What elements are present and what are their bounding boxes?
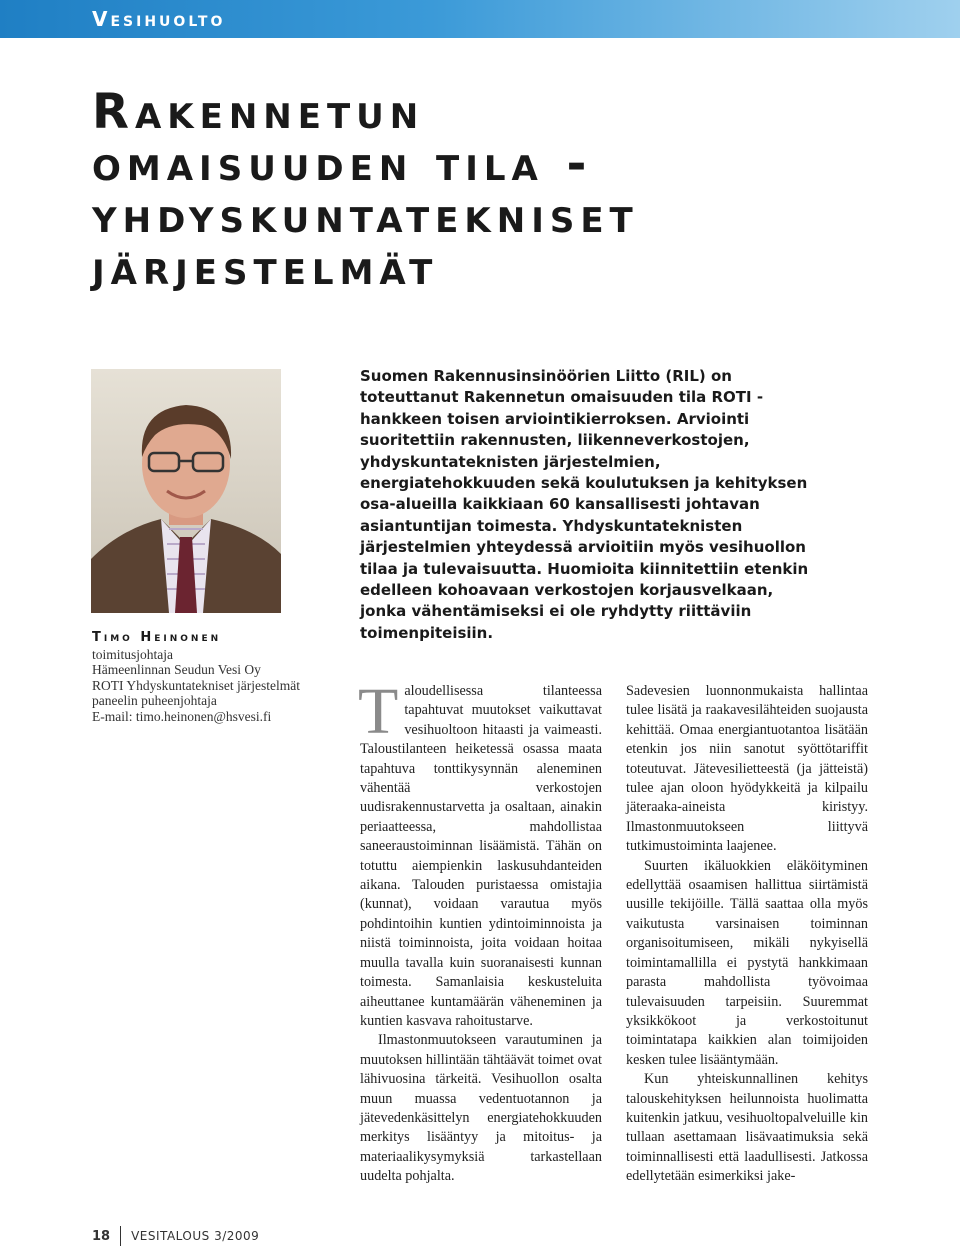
footer-divider: [120, 1226, 121, 1246]
author-info: [92, 630, 352, 724]
author-company: Hämeenlinnan Seudun Vesi Oy: [92, 662, 261, 677]
section-label: Vesihuolto: [92, 7, 226, 31]
author-email: E-mail: timo.heinonen@hsvesi.fi: [92, 708, 272, 724]
portrait-illustration: [91, 369, 281, 613]
title-line-4: järjestelmät: [92, 240, 439, 296]
section-header-band: [0, 0, 960, 38]
drop-cap: T: [358, 675, 399, 748]
paragraph-text: aloudellisessa tilanteessa tapahtuvat muutokset vaikuttavat vesihuoltoon hitaasti ja vaimeasti. Taloustilanteen heiketessä osassa maata tapahtuva tonttikysynnän aleneminen vähentää verkostojen uudisrakennustarvetta ja osaltaan, ainakin periaatteessa, mahdollistaa saneeraustoiminnan lisäämistä. Tähän on totuttu aiempienkin laskusuhdanteiden aikana. Talouden puristaessa omistajia (kunnat), voidaan varautua myös pohdintoihin kuntien ydintoiminnoista ja niistä toiminnoista, joita voidaan hoitaa muulla tavalla kuin suoranaisesti kunnan toimesta. Samanlaisia keskusteluita aiheuttanee kuntamäärän väheneminen ja kuntien kasvava rahoitustarve.: [360, 683, 602, 1029]
page-footer: [92, 1224, 259, 1248]
body-paragraph: Kun yhteiskunnallinen kehitys talouskehityksen heilunnoista huolimatta kuitenkin jatkuu, vesihuoltopalveluille kin tullaan asettamaan lisävaatimuksia sekä toiminnallisesti että laadullisesti. Jatkossa edellytetään esimerkiksi jake-: [626, 1071, 868, 1185]
body-column-2: [626, 682, 868, 1187]
author-panel-role: paneelin puheenjohtaja: [92, 693, 217, 708]
body-paragraph: [358, 675, 602, 1031]
body-column-1: [358, 675, 602, 1187]
author-portrait: [91, 369, 281, 613]
author-panel: ROTI Yhdyskuntatekniset järjestelmät: [92, 677, 300, 693]
title-line-3: yhdyskuntatekniset: [92, 188, 639, 244]
article-title: [92, 86, 932, 294]
title-line-2: omaisuuden tila -: [92, 136, 593, 192]
magazine-issue: VESITALOUS 3/2009: [131, 1229, 260, 1243]
body-paragraph: Suurten ikäluokkien eläköityminen edellyttää osaamisen hallittua siirtämistä uusille tekijöille. Tällä saattaa olla myös vaikutusta varsinaisen toiminnan organisoitumiseen, mikäli nykyisellä toimintamallilla ei pystytä hankkimaan parasta mahdollista työvoimaa tulevaisuuden tarpeisiin. Suuremmat yksikkökoot ja verkostoitunut toimintatapa kaikkien alan toimijoiden kesken tulee lisääntymään.: [626, 857, 868, 1068]
page-number: 18: [92, 1228, 111, 1244]
title-line-1: Rakennetun: [92, 84, 425, 140]
lead-paragraph: Suomen Rakennusinsinöörien Liitto (RIL) on toteuttanut Rakennetun omaisuuden tila ROTI -hankkeen toisen arviointikierroksen. Arviointi suoritettiin rakennusten, liikenneverkostojen, yhdyskuntateknisten järjestelmien, energiatehokkuuden sekä koulutuksen ja kehityksen osa-alueilla kaikkiaan 60 kansallisesti johtavan asiantuntijan toimesta. Yhdyskuntateknisten järjestelmien yhteydessä arvioitiin myös vesihuollon tilaa ja tulevaisuutta. Huomioita kiinnitettiin etenkin edelleen kohoavaan verkostojen korjausvelkaan, jonka vähentämiseksi ei ole ryhdytty riittäviin toimenpiteisiin.: [360, 367, 809, 642]
body-paragraph: Ilmastonmuutokseen varautuminen ja muutoksen hillintään tähtäävät toimet ovat lähivuosina tärkeitä. Vesihuollon osalta muun muassa vedentuotannon ja jätevedenkäsittelyn energiatehokkuuden merkitys lisääntyy ja mitoitus- ja materiaalikysymyksiä tarkastellaan uudelta pohjalta.: [360, 1032, 602, 1185]
author-name: Timo Heinonen: [92, 630, 222, 645]
author-role: toimitusjohtaja: [92, 646, 173, 662]
body-paragraph: Sadevesien luonnonmukaista hallintaa tulee lisätä ja raakavesilähteiden suojausta kehittää. Omaa energiantuotantoa lisätään etenkin jos niin sanotut syöttötariffit toteutuvat. Jätevesilietteestä (ja jätteistä) tulee ajan oloon hyödykkeitä ja kilpailu jäteraaka-aineista kiristyy. Ilmastonmuutokseen liittyvä tutkimustoiminta laajenee.: [626, 683, 868, 855]
